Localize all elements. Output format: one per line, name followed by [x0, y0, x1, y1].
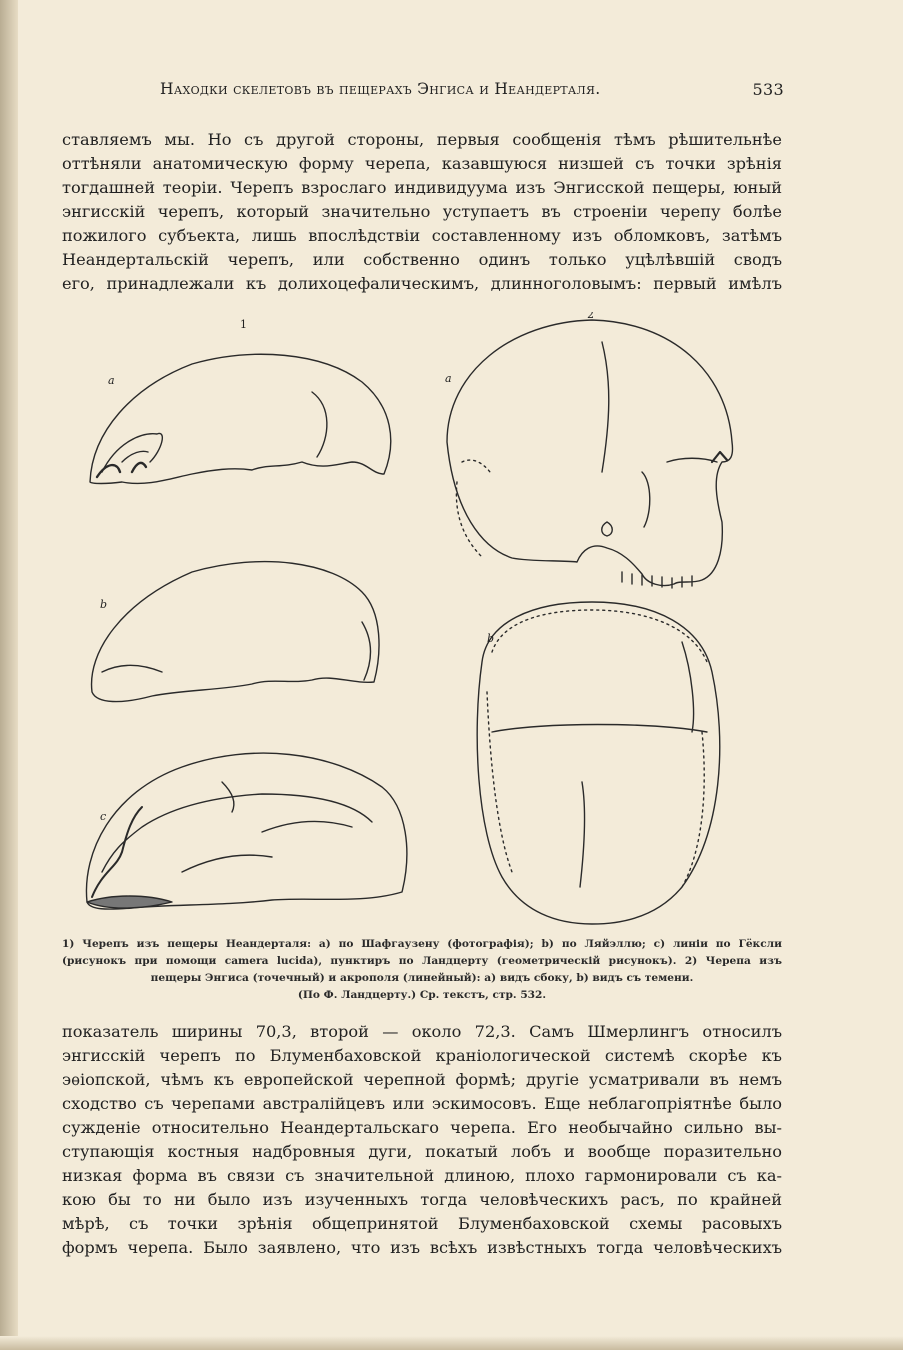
skull-1a-drawing	[90, 354, 391, 483]
skull-1c-drawing	[86, 753, 406, 909]
page-number: 533	[752, 80, 784, 99]
caption-line: пещеры Энгиса (точечный) и акрополя (линейный): а) видъ сбоку, b) видъ съ темени.	[150, 972, 694, 984]
running-header	[62, 80, 784, 102]
text-line: энгисскій черепъ по Блуменбаховской краніологической системѣ скорѣе къ	[62, 1046, 782, 1065]
text-line: оттѣняли анатомическую форму черепа, казавшуюся низшей съ точки зрѣнія	[62, 154, 782, 173]
running-title: Находки скелетовъ въ пещерахъ Энгиса и Неандерталя.	[160, 80, 601, 98]
skull-2b-drawing	[477, 602, 720, 924]
text-line: ставляемъ мы. Но съ другой стороны, первыя сообщенія тѣмъ рѣшительнѣе	[62, 130, 782, 149]
caption-line: (По Ф. Ландцерту.) Ср. текстъ, стр. 532.	[297, 989, 547, 1001]
text-line: сужденіе относительно Неандертальскаго черепа. Его необычайно сильно вы-	[62, 1118, 782, 1137]
text-line: эѳіопской, чѣмъ къ европейской черепной формѣ; другіе усматривали въ немъ	[62, 1070, 782, 1089]
page-bottom-edge	[0, 1336, 903, 1350]
figure-number-2: 2	[587, 312, 594, 321]
text-line: низкая форма въ связи съ значительной длиною, плохо гармонировали съ ка-	[62, 1166, 782, 1185]
text-line: мѣрѣ, съ точки зрѣнія общепринятой Блуменбаховской схемы расовыхъ	[62, 1214, 782, 1233]
bottom-paragraph	[62, 1020, 782, 1260]
text-line: ступающія костныя надбровныя дуги, покатый лобъ и вообще поразительно	[62, 1142, 782, 1161]
figure-letter-1b: b	[100, 598, 108, 611]
text-line: сходство съ черепами австралійцевъ или эскимосовъ. Еще неблагопріятнѣе было	[62, 1094, 782, 1113]
figure-caption	[62, 936, 782, 1004]
text-line: показатель ширины 70,3, второй — около 72,3. Самъ Шмерлингъ относилъ	[62, 1022, 782, 1041]
caption-line: 1) Черепъ изъ пещеры Неандерталя: а) по Шафгаузену (фотографія); b) по Ляйэллю; c) линіи по Гёксли	[62, 938, 782, 950]
skull-2a-drawing	[447, 320, 733, 588]
figure-number-1: 1	[240, 318, 247, 331]
text-line: пожилого субъекта, лишь впослѣдствіи составленному изъ обломковъ, затѣмъ	[62, 226, 782, 245]
skull-figure	[62, 312, 784, 932]
page-binding-shadow	[0, 0, 18, 1350]
text-line: кою бы то ни было изъ изученныхъ тогда человѣческихъ расъ, по крайней	[62, 1190, 782, 1209]
figure-letter-2a: a	[445, 372, 452, 385]
text-line: Неандертальскій черепъ, или собственно одинъ только уцѣлѣвшій сводъ	[62, 250, 782, 269]
figure-letter-1c: c	[100, 810, 107, 823]
skull-1b-drawing	[92, 562, 379, 702]
figure-letter-1a: a	[108, 374, 115, 387]
text-line: тогдашней теоріи. Черепъ взрослаго индивидуума изъ Энгисской пещеры, юный	[62, 178, 782, 197]
top-paragraph	[62, 128, 782, 296]
skull-illustration	[62, 312, 784, 932]
caption-line: (рисунокъ при помощи camera lucida), пунктиръ по Ландцерту (геометрическій рисунокъ). 2) Черепа изъ	[62, 955, 782, 967]
text-line: его, принадлежали къ долихоцефалическимъ, длинноголовымъ: первый имѣлъ	[62, 274, 782, 293]
text-line: формъ черепа. Было заявлено, что изъ всѣхъ извѣстныхъ тогда человѣческихъ	[62, 1238, 782, 1257]
figure-letter-2b: b	[487, 632, 495, 645]
text-line: энгисскій черепъ, который значительно уступаетъ въ строеніи черепу болѣе	[62, 202, 782, 221]
